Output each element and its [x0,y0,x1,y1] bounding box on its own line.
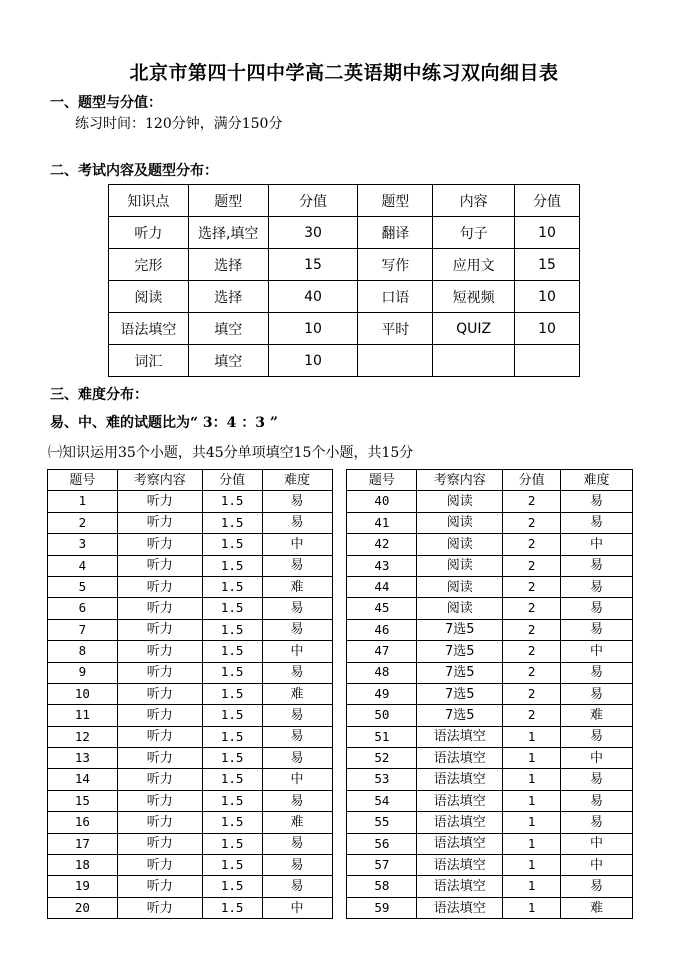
table-cell: 1 [503,790,561,811]
table-cell: 1.5 [202,619,262,640]
table-cell: 翻译 [358,217,433,249]
table-cell: 46 [347,619,417,640]
table-cell: 1.5 [202,534,262,555]
table-cell: 词汇 [109,345,189,377]
table-header-cell: 难度 [262,470,332,491]
table-header-cell: 分值 [515,185,580,217]
exam-time-info: 练习时间：120分钟，满分150分 [75,116,283,132]
table-cell: 1.5 [202,876,262,897]
table-cell: 语法填空 [417,876,503,897]
table-cell: 易 [561,876,633,897]
table-cell: 中 [262,769,332,790]
table-header-cell: 考察内容 [417,470,503,491]
table-cell: 易 [262,833,332,854]
table-cell: 1 [503,748,561,769]
table-cell: 易 [262,790,332,811]
table-row [48,726,633,747]
page-title: 北京市第四十四中学高二英语期中练习双向细目表 [129,62,559,84]
table-cell: 听力 [117,683,202,704]
table-row [109,249,580,281]
table-gap-cell [332,470,347,491]
table-cell: 中 [561,833,633,854]
table-cell: 阅读 [417,576,503,597]
table-cell: 10 [515,217,580,249]
section-heading-content-distribution: 二、考试内容及题型分布： [50,163,218,179]
table-gap-cell [332,683,347,704]
table-cell: 语法填空 [417,812,503,833]
table-cell: 阅读 [417,491,503,512]
table-cell: 中 [561,534,633,555]
table-row [48,555,633,576]
table-cell: 语法填空 [417,769,503,790]
table-cell [358,345,433,377]
table-cell: 12 [48,726,118,747]
table-cell: 难 [262,576,332,597]
table-cell: 40 [268,281,358,313]
table-cell: 1.5 [202,897,262,918]
table-cell: 47 [347,641,417,662]
table-header-row [48,470,633,491]
table-cell: 5 [48,576,118,597]
table-cell: 10 [515,313,580,345]
table-cell: 语法填空 [417,748,503,769]
table-row [48,833,633,854]
table-cell: 应用文 [433,249,515,281]
table-cell: 易 [561,555,633,576]
table-row [48,790,633,811]
table-row [48,748,633,769]
table-row [109,313,580,345]
table-cell: 语法填空 [109,313,189,345]
table-cell [515,345,580,377]
table-cell: 20 [48,897,118,918]
table-header-row [109,185,580,217]
table-cell: 58 [347,876,417,897]
table-cell: 易 [262,876,332,897]
table-cell: 短视频 [433,281,515,313]
table-row [48,641,633,662]
table-row [109,217,580,249]
table-row [48,662,633,683]
table-cell: 中 [262,534,332,555]
table-cell: 难 [561,705,633,726]
table-cell: 易 [561,726,633,747]
table-cell: 写作 [358,249,433,281]
table-cell: 42 [347,534,417,555]
table-cell: 7选5 [417,683,503,704]
table-cell: 阅读 [417,555,503,576]
table-cell [433,345,515,377]
table-cell: 句子 [433,217,515,249]
table-header-cell: 内容 [433,185,515,217]
table-cell: 口语 [358,281,433,313]
table-row [48,576,633,597]
table-cell: 7选5 [417,641,503,662]
table-cell: 易 [561,812,633,833]
table-cell: 阅读 [417,512,503,533]
table-cell: 1.5 [202,491,262,512]
table-cell: 阅读 [417,598,503,619]
table-cell: 43 [347,555,417,576]
table-cell: 易 [561,662,633,683]
table-cell: 易 [262,619,332,640]
table-cell: 易 [262,726,332,747]
table-cell: 听力 [117,555,202,576]
table-cell: 2 [503,491,561,512]
table-cell: 难 [262,812,332,833]
table-cell: 听力 [117,598,202,619]
table-cell: 2 [503,576,561,597]
table-header-cell: 题型 [188,185,268,217]
table-header-cell: 分值 [202,470,262,491]
table-cell: 14 [48,769,118,790]
table-cell: 1 [503,855,561,876]
table-cell: 15 [48,790,118,811]
table-row [48,619,633,640]
table-cell: 易 [262,705,332,726]
table-cell: 中 [561,748,633,769]
table-cell: 中 [561,855,633,876]
table-cell: 语法填空 [417,855,503,876]
table-gap-cell [332,876,347,897]
table-cell: 阅读 [109,281,189,313]
table-cell: 语法填空 [417,726,503,747]
table-cell: 17 [48,833,118,854]
table-row [48,876,633,897]
table-header-cell: 考察内容 [117,470,202,491]
table-gap-cell [332,576,347,597]
table-gap-cell [332,790,347,811]
table-cell: 听力 [117,491,202,512]
table-cell: 难 [561,897,633,918]
table-gap-cell [332,512,347,533]
table-cell: 听力 [117,855,202,876]
table-cell: 听力 [117,534,202,555]
table-cell: 听力 [117,876,202,897]
table-cell: 选择 [188,249,268,281]
table-cell: 语法填空 [417,833,503,854]
table-header-cell: 分值 [503,470,561,491]
section-heading-question-types: 一、题型与分值： [50,95,162,111]
table-cell: 听力 [117,576,202,597]
table-cell: 选择,填空 [188,217,268,249]
table-cell: 18 [48,855,118,876]
table-cell: 易 [561,683,633,704]
table-cell: 2 [503,555,561,576]
table-cell: 听力 [117,769,202,790]
table-cell: 59 [347,897,417,918]
table-cell: 语法填空 [417,790,503,811]
table-cell: 易 [262,855,332,876]
table-cell: 1.5 [202,790,262,811]
table-gap-cell [332,855,347,876]
table-cell: 听力 [117,790,202,811]
table-gap-cell [332,491,347,512]
table-header-cell: 题号 [347,470,417,491]
table-cell: 听力 [117,748,202,769]
table-cell: 听力 [117,897,202,918]
table-cell: 易 [561,576,633,597]
table-gap-cell [332,748,347,769]
table-cell: 听力 [117,619,202,640]
table-cell: 48 [347,662,417,683]
table-gap-cell [332,726,347,747]
table-cell: 2 [48,512,118,533]
table-gap-cell [332,662,347,683]
table-cell: 1 [503,897,561,918]
table-cell: 11 [48,705,118,726]
table-cell: 2 [503,598,561,619]
table-cell: 7选5 [417,705,503,726]
table-cell: 41 [347,512,417,533]
table-row [48,897,633,918]
table-cell: 13 [48,748,118,769]
table-cell: 听力 [117,833,202,854]
table-header-cell: 题型 [358,185,433,217]
table-cell: 易 [561,598,633,619]
table-cell: 57 [347,855,417,876]
table-cell: 7选5 [417,662,503,683]
table-row [48,491,633,512]
table-gap-cell [332,598,347,619]
table-cell: 15 [515,249,580,281]
table-gap-cell [332,833,347,854]
table-cell: 44 [347,576,417,597]
table-cell: 填空 [188,313,268,345]
table-cell: 1.5 [202,748,262,769]
table-cell: 易 [561,790,633,811]
table-header-cell: 难度 [561,470,633,491]
table-cell: 50 [347,705,417,726]
table-gap-cell [332,705,347,726]
table-cell: 1.5 [202,555,262,576]
table-cell: 易 [262,491,332,512]
table-cell: 19 [48,876,118,897]
table-row [48,534,633,555]
table-cell: 45 [347,598,417,619]
table-cell: 1.5 [202,769,262,790]
table-gap-cell [332,812,347,833]
table-cell: 2 [503,662,561,683]
table-cell: 1.5 [202,705,262,726]
table-cell: 易 [262,555,332,576]
table-cell: 中 [262,897,332,918]
table-cell: 中 [262,641,332,662]
table-cell: 易 [262,512,332,533]
table-row [109,281,580,313]
table-cell: 平时 [358,313,433,345]
section-note: ㈠知识运用35个小题，共45分单项填空15个小题，共15分 [48,445,414,461]
difficulty-ratio: 易、中、难的试题比为“ 3：4 ：3 ” [50,415,278,431]
table-cell: 1 [48,491,118,512]
table-cell: 1.5 [202,726,262,747]
section-heading-difficulty: 三、难度分布： [50,387,148,403]
table-cell: 易 [262,598,332,619]
table-cell: 3 [48,534,118,555]
table-cell: 2 [503,683,561,704]
table-cell: 听力 [109,217,189,249]
table-cell: 1.5 [202,576,262,597]
table-row [48,812,633,833]
table-gap-cell [332,534,347,555]
table-gap-cell [332,769,347,790]
table-cell: 49 [347,683,417,704]
table-header-cell: 分值 [268,185,358,217]
table-cell: 2 [503,641,561,662]
table-cell: 7选5 [417,619,503,640]
table-row [109,345,580,377]
table-cell: 15 [268,249,358,281]
table-cell: 听力 [117,726,202,747]
table-cell: 55 [347,812,417,833]
table-cell: 4 [48,555,118,576]
table-cell: 1.5 [202,812,262,833]
table-cell: 52 [347,748,417,769]
difficulty-table [47,469,633,919]
table-cell: 1.5 [202,598,262,619]
table-gap-cell [332,641,347,662]
table-row [48,683,633,704]
table-cell: 1.5 [202,641,262,662]
table-cell: 完形 [109,249,189,281]
table-header-cell: 知识点 [109,185,189,217]
table-cell: 易 [561,491,633,512]
table-cell: 2 [503,534,561,555]
table-cell: 易 [262,748,332,769]
table-gap-cell [332,897,347,918]
table-cell: 9 [48,662,118,683]
table-cell: 51 [347,726,417,747]
table-cell: 1.5 [202,683,262,704]
table-cell: 1 [503,876,561,897]
table-cell: 语法填空 [417,897,503,918]
table-cell: 听力 [117,512,202,533]
table-cell: 10 [515,281,580,313]
table-row [48,855,633,876]
table-cell: 40 [347,491,417,512]
table-cell: 54 [347,790,417,811]
table-cell: 中 [561,641,633,662]
table-cell: 易 [262,662,332,683]
table-cell: 10 [268,313,358,345]
table-cell: 10 [48,683,118,704]
table-cell: 填空 [188,345,268,377]
table-cell: 1 [503,833,561,854]
table-cell: 1.5 [202,833,262,854]
table-cell: 56 [347,833,417,854]
table-cell: 听力 [117,705,202,726]
table-cell: QUIZ [433,313,515,345]
table-row [48,769,633,790]
table-cell: 易 [561,769,633,790]
table-cell: 1 [503,726,561,747]
table-cell: 1.5 [202,512,262,533]
table-row [48,512,633,533]
table-cell: 听力 [117,812,202,833]
table-cell: 2 [503,619,561,640]
table-cell: 16 [48,812,118,833]
table-gap-cell [332,619,347,640]
table-cell: 阅读 [417,534,503,555]
table-cell: 易 [561,619,633,640]
table-row [48,705,633,726]
table-cell: 听力 [117,662,202,683]
table-cell: 1.5 [202,662,262,683]
table-cell: 2 [503,705,561,726]
table-cell: 易 [561,512,633,533]
table-cell: 听力 [117,641,202,662]
table-header-cell: 题号 [48,470,118,491]
content-distribution-table [108,184,580,377]
table-cell: 53 [347,769,417,790]
table-gap-cell [332,555,347,576]
table-cell: 选择 [188,281,268,313]
table-cell: 10 [268,345,358,377]
table-cell: 难 [262,683,332,704]
table-cell: 2 [503,512,561,533]
table-cell: 8 [48,641,118,662]
table-cell: 6 [48,598,118,619]
table-cell: 30 [268,217,358,249]
table-cell: 1.5 [202,855,262,876]
table-cell: 1 [503,769,561,790]
table-cell: 1 [503,812,561,833]
table-row [48,598,633,619]
table-cell: 7 [48,619,118,640]
